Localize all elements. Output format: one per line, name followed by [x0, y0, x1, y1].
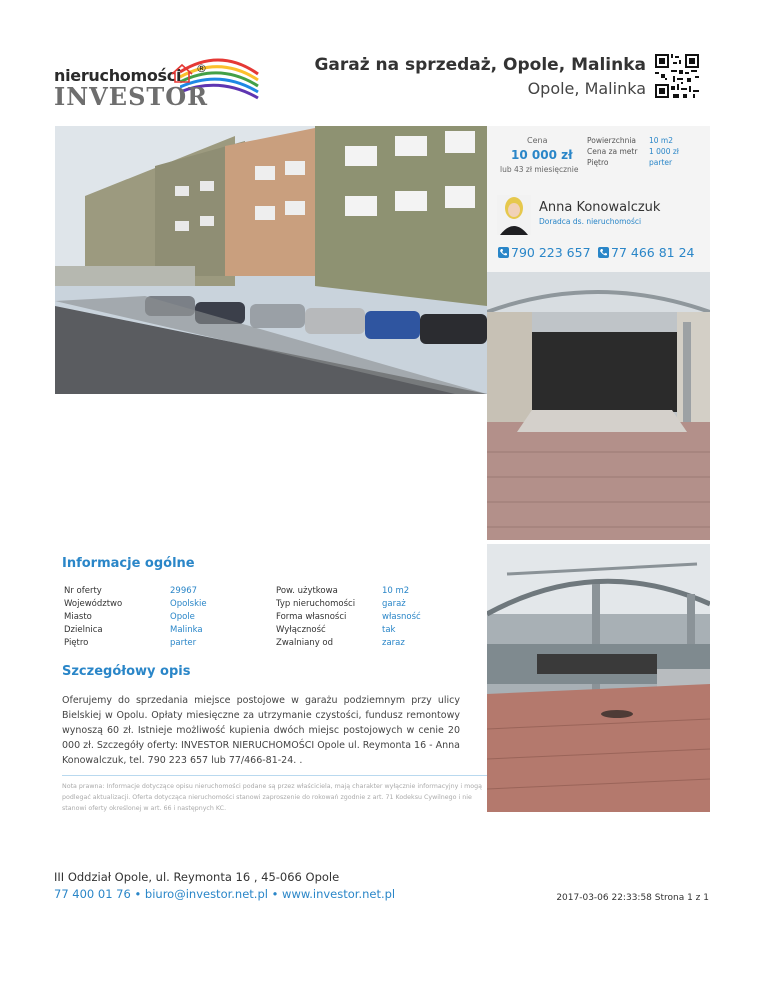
property-photo-canopy[interactable] [487, 544, 710, 812]
table-row [64, 624, 207, 637]
table-row [276, 637, 421, 650]
area-label: Powierzchnia [587, 136, 637, 145]
table-row [64, 585, 207, 598]
info-value: własność [382, 612, 421, 622]
info-label: Piętro [64, 638, 89, 648]
info-value: 29967 [170, 586, 198, 596]
table-row [276, 598, 421, 611]
description-text: Oferujemy do sprzedania miejsce postojowe w garażu podziemnym przy ulicy Bielskiej w Opolu. Opłaty miesięczne za utrzymanie czystości, fundusz remontowy wynoszą 60 zł. Istnieje możliwość kupienia dwóch miejsc postojowych w cenie 20 000 zł. Szczegóły oferty: INVESTOR NIERUCHOMOŚCI Opole ul. Reymonta 16 - Anna Konowalczuk, tel. 790 223 657 lub 77/466-81-24. . [62, 695, 460, 766]
info-label: Województwo [64, 599, 123, 609]
logo-wordmark-main: INVESTOR [54, 82, 209, 111]
price-per-meter-label: Cena za metr [587, 147, 638, 156]
info-value: 10 m2 [382, 586, 410, 596]
divider [62, 775, 487, 776]
footer-contact[interactable]: 77 400 01 76 • biuro@investor.net.pl • www.investor.net.pl [54, 887, 396, 901]
legal-note: Nota prawna: Informacje dotyczące opisu nieruchomości podane są przez właściciela, mają charakter wyłącznie informacyjny i mogą podlegać aktualizacji. Oferta dotycząca nieruchomości stanowi zaproszenie do rokowań zgodnie z art. 71 Kodeksu Cywilnego i nie stanowi oferty określonej w art. 66 i następnych KC. [62, 783, 482, 812]
logo-wordmark-top: nieruchomości [54, 66, 182, 85]
floor-label: Piętro [587, 158, 609, 167]
info-value: Opolskie [170, 599, 207, 609]
info-label: Dzielnica [64, 625, 103, 635]
table-row [64, 598, 207, 611]
info-value: Malinka [170, 625, 203, 635]
agent-phone-landline[interactable] [598, 245, 695, 260]
price-value: 10 000 zł [511, 148, 573, 162]
section-heading-description: Szczegółowy opis [62, 664, 191, 679]
section-heading-general: Informacje ogólne [62, 556, 195, 571]
agent-role: Doradca ds. nieruchomości [539, 217, 642, 226]
page-subtitle: Opole, Malinka [527, 79, 646, 98]
info-value: tak [382, 625, 396, 635]
page-title: Garaż na sprzedaż, Opole, Malinka [314, 55, 646, 75]
footer-date-page: 2017-03-06 22:33:58 Strona 1 z 1 [556, 893, 709, 903]
qr-code-icon [655, 54, 699, 98]
table-row [64, 637, 207, 650]
info-value: garaż [382, 599, 406, 609]
info-label: Nr oferty [64, 586, 102, 596]
phone-icon [498, 247, 509, 258]
info-label: Miasto [64, 612, 92, 622]
floor-value: parter [649, 158, 673, 167]
price-label: Cena [527, 136, 548, 145]
property-photo-main[interactable] [55, 126, 487, 394]
general-info-table-right [276, 585, 421, 650]
info-label: Pow. użytkowa [276, 586, 338, 596]
info-value: parter [170, 638, 197, 648]
price-per-meter-value: 1 000 zł [649, 147, 679, 156]
phone-mobile-text: 790 223 657 [511, 245, 591, 260]
house-icon [170, 62, 194, 84]
table-row [276, 611, 421, 624]
info-label: Zwalniany od [276, 638, 334, 648]
phone-icon [598, 247, 609, 258]
table-row [276, 585, 421, 598]
property-photo-garage-entrance[interactable] [487, 272, 710, 540]
registered-mark: ® [196, 62, 207, 75]
info-value: zaraz [382, 638, 405, 648]
price-monthly: lub 43 zł miesięcznie [500, 165, 579, 174]
avatar [497, 195, 531, 235]
info-label: Forma własności [276, 612, 347, 622]
info-label: Wyłączność [276, 625, 326, 635]
table-row [64, 611, 207, 624]
table-row [276, 624, 421, 637]
agent-name: Anna Konowalczuk [539, 200, 661, 215]
general-info-table-left [64, 585, 207, 650]
agent-phone-mobile[interactable] [498, 245, 591, 260]
footer-address: III Oddział Opole, ul. Reymonta 16 , 45-066 Opole [54, 870, 340, 884]
info-label: Typ nieruchomości [276, 599, 356, 609]
info-value: Opole [170, 612, 195, 622]
phone-landline-text: 77 466 81 24 [611, 245, 695, 260]
area-value: 10 m2 [649, 136, 674, 145]
